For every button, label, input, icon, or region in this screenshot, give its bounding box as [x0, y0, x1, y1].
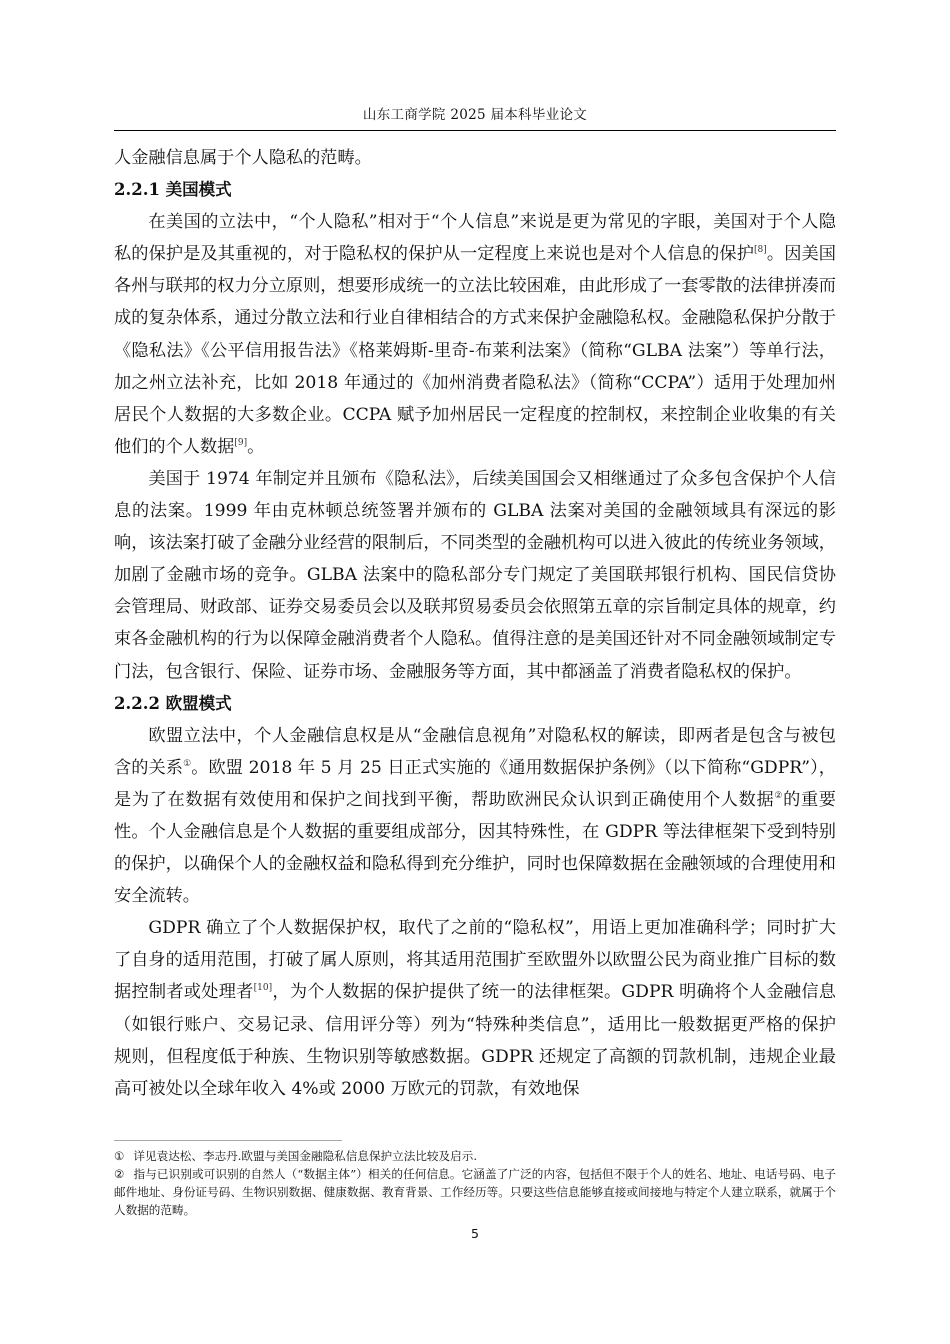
footnote-text: 详见袁达松、李志丹.欧盟与美国金融隐私信息保护立法比较及启示.	[133, 1149, 477, 1163]
body-text	[114, 142, 836, 1105]
paragraph-text: 。因美国各州与联邦的权力分立原则，想要形成统一的立法比较困难，由此形成了一套零散的法律拼凑而成的复杂体系，通过分散立法和行业自律相结合的方式来保护金融隐私权。金融隐私保护分散于《隐私法》《公平信用报告法》《格莱姆斯-里奇-布莱利法案》（简称“GLBA 法案”）等单行法，加之州立法补充，比如 2018 年通过的《加州消费者隐私法》（简称“CCPA”）适用于处理加州居民个人数据的大多数企业。CCPA 赋予加州居民一定程度的控制权，来控制企业收集的有关他们的个人数据	[114, 244, 836, 457]
paragraph-eu-1	[114, 720, 836, 913]
paragraph-text: 。	[247, 436, 265, 457]
page-number: 5	[471, 1226, 479, 1241]
paragraph-text: 的重要性。个人金融信息是个人数据的重要组成部分，因其特殊性，在 GDPR 等法律框架下受到特别的保护，以确保个人的金融权益和隐私得到充分维护，同时也保障数据在金融领域的合理使用和安全流转。	[114, 789, 836, 907]
footnote-text: 指与已识别或可识别的自然人（“数据主体”）相关的任何信息。它涵盖了广泛的内容，包括但不限于个人的姓名、地址、电话号码、电子邮件地址、身份证号码、生物识别数据、健康数据、教育背景、工作经历等。只要这些信息能够直接或间接地与特定个人建立联系，就属于个人数据的范畴。	[114, 1167, 836, 1217]
footnote-marker[interactable]: ①	[183, 758, 192, 769]
paragraph-us-1	[114, 206, 836, 463]
footnote-marker[interactable]: ②	[774, 790, 784, 801]
paragraph-text: GDPR 确立了个人数据保护权，取代了之前的“隐私权”，用语上更加准确科学；同时扩大了自身的适用范围，打破了属人原则，将其适用范围扩至欧盟外以欧盟公民为商业推广目标的数据控制者或处理者	[114, 918, 836, 1003]
footnote-item	[114, 1165, 836, 1219]
paragraph-text: ，为个人数据的保护提供了统一的法律框架。GDPR 明确将个人金融信息（如银行账户、交易记录、信用评分等）列为“特殊种类信息”，适用比一般数据更严格的保护规则，但程度低于种族、生物识别等敏感数据。GDPR 还规定了高额的罚款机制，违规企业最高可被处以全球年收入 4%或 2000 万欧元的罚款，有效地保	[114, 982, 836, 1099]
citation-ref[interactable]: [10]	[253, 983, 273, 994]
footnote-item	[114, 1147, 836, 1165]
header-rule	[114, 130, 836, 131]
citation-ref[interactable]: [9]	[234, 437, 248, 448]
paragraph-text: 在美国的立法中，“个人隐私”相对于“个人信息”来说是更为常见的字眼，美国对于个人隐私的保护是及其重视的，对于隐私权的保护从一定程度上来说也是对个人信息的保护	[114, 212, 836, 265]
footnote-rule	[114, 1140, 342, 1141]
footnote-mark: ②	[114, 1167, 125, 1181]
footnotes	[114, 1147, 836, 1219]
section-heading-eu-model: 2.2.2 欧盟模式	[114, 693, 232, 713]
running-header: 山东工商学院 2025 届本科毕业论文	[362, 107, 588, 123]
paragraph-text: 。欧盟 2018 年 5 月 25 日正式实施的《通用数据保护条例》（以下简称“GDPR”），是为了在数据有效使用和保护之间找到平衡，帮助欧洲民众认识到正确使用个人数据	[114, 757, 836, 810]
paragraph-eu-2	[114, 912, 836, 1105]
continuation-paragraph: 人金融信息属于个人隐私的范畴。	[114, 148, 372, 168]
section-heading-us-model: 2.2.1 美国模式	[114, 180, 232, 200]
footnote-mark: ①	[114, 1149, 125, 1163]
citation-ref[interactable]: [8]	[754, 245, 767, 256]
paragraph-text: 欧盟立法中，个人金融信息权是从“金融信息视角”对隐私权的解读，即两者是包含与被包含的关系	[114, 725, 836, 778]
paragraph-us-2: 美国于 1974 年制定并且颁布《隐私法》，后续美国国会又相继通过了众多包含保护个人信息的法案。1999 年由克林顿总统签署并颁布的 GLBA 法案对美国的金融领域具有深远的影响，该法案打破了金融分业经营的限制后，不同类型的金融机构可以进入彼此的传统业务领域，加剧了金融市场的竞争。GLBA 法案中的隐私部分专门规定了美国联邦银行机构、国民信贷协会管理局、财政部、证券交易委员会以及联邦贸易委员会依照第五章的宗旨制定具体的规章，约束各金融机构的行为以保障金融消费者个人隐私。值得注意的是美国还针对不同金融领域制定专门法，包含银行、保险、证券市场、金融服务等方面，其中都涵盖了消费者隐私权的保护。	[114, 468, 836, 682]
